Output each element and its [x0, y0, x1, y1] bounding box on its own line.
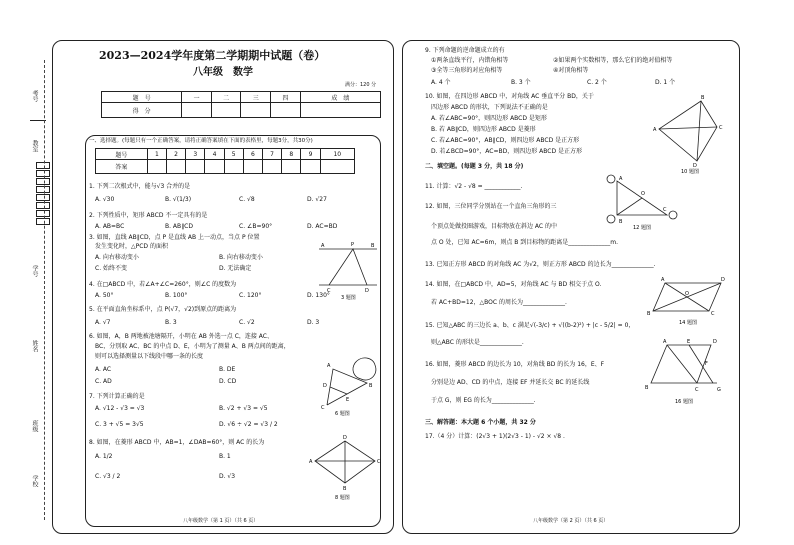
- exam-page-2: [402, 40, 740, 534]
- q2-option-a: A. AB=BC: [95, 223, 125, 230]
- q5-option-a: A. √7: [95, 319, 111, 326]
- q1-option-b: B. √(1/3): [165, 196, 192, 203]
- svg-text:A: A: [327, 363, 331, 369]
- exam-page-1: [52, 40, 394, 534]
- school-label: 学校: [31, 475, 38, 487]
- score-header-cell: 四: [271, 92, 301, 103]
- svg-text:F: F: [705, 361, 708, 367]
- exam-subtitle: 八年级 数学: [193, 67, 253, 78]
- svg-text:O: O: [641, 191, 645, 197]
- q8-figure: [311, 433, 381, 505]
- q9-item-1: ①两条直线平行，内错角相等: [431, 57, 509, 64]
- seal-dashed-line: [44, 60, 45, 520]
- svg-text:E: E: [687, 339, 691, 345]
- q11: 11. 计算：√2 - √8 = ____________.: [425, 183, 523, 190]
- q8-option-a: A. 1/2: [95, 453, 113, 460]
- section1-title: 一、选择题。(每题只有一个正确答案，请将正确答案填在下面的表格里，每题3分，共30分): [89, 138, 313, 144]
- q14-line-1: 14. 如图，在□ABCD 中，AD=5，对角线 AC 与 BD 相交于点 O.: [425, 281, 602, 288]
- answer-header-cell: 4: [205, 149, 224, 160]
- score-header-cell: 题 号: [102, 92, 182, 103]
- svg-text:D: D: [323, 383, 327, 389]
- q2-option-b: B. AB∥CD: [165, 223, 193, 230]
- q9-option-c: C. 2 个: [587, 79, 607, 86]
- class-label: 班级: [31, 420, 38, 432]
- svg-text:E: E: [346, 397, 350, 403]
- page2-footer: 八年级数学（第 2 页）（共 6 页）: [533, 518, 609, 524]
- score-header-cell: 三: [241, 92, 271, 103]
- answer-header-cell: 10: [320, 149, 354, 160]
- score-cell: [300, 103, 380, 118]
- q5-stem: 5. 在平面直角坐标系中，点 P(√7，√2)到原点的距离为: [89, 306, 237, 313]
- q6-stem: 6. 如图，A，B 两地被池塘隔开，小明在 AB 外选一点 C，连接 AC、: [89, 333, 273, 340]
- q3-option-b: B. 向右移动变小: [219, 254, 263, 261]
- q13: 13. 已知正方形 ABCD 的对角线 AC 为√2，则正方形 ABCD 的边长为______________.: [425, 261, 656, 268]
- svg-text:B: B: [647, 311, 651, 317]
- q6-option-c: C. AD: [95, 378, 112, 385]
- svg-text:C: C: [327, 288, 331, 294]
- svg-text:C: C: [663, 207, 667, 213]
- q6-option-b: B. DE: [219, 366, 236, 373]
- q6-stem-2: BC，分别取 AC、BC 的中点 D、E，小明为了测量 A、B 两点间的距离，: [95, 343, 290, 350]
- svg-text:C: C: [321, 405, 325, 411]
- q16-figure-caption: 16 题图: [675, 399, 693, 405]
- q17: 17.（4 分）计算：(2√3 + 1)(2√3 - 1) - √2 × √8 .: [425, 433, 565, 440]
- answer-header-cell: 9: [301, 149, 320, 160]
- svg-text:B: B: [645, 385, 649, 391]
- answer-header-cell: 8: [282, 149, 301, 160]
- q2-option-c: C. ∠B=90°: [239, 223, 273, 230]
- q8-option-d: D. √3: [219, 473, 236, 480]
- q3-stem-2: 发生变化时，△PCD 的面积: [95, 243, 168, 250]
- answer-header-cell: 2: [166, 149, 185, 160]
- svg-text:D: D: [693, 163, 697, 169]
- answer-cell: [282, 160, 301, 174]
- svg-text:C: C: [711, 311, 715, 317]
- q9-item-2: ②如果两个实数相等，那么它们的绝对值相等: [553, 57, 673, 64]
- q7-option-b: B. √2 + √3 = √5: [219, 405, 268, 412]
- answer-cell: [224, 160, 243, 174]
- q6-stem-3: 则可以选择测量以下线段中哪一条的长度: [95, 353, 204, 360]
- q4-stem: 4. 在□ABCD 中，若∠A+∠C=260°，则∠C 的度数为: [89, 281, 237, 288]
- q9-stem: 9. 下列命题的逆命题成立的有: [425, 47, 505, 54]
- svg-text:D: D: [721, 277, 725, 283]
- answer-cell: [186, 160, 205, 174]
- q9-option-d: D. 1 个: [655, 79, 676, 86]
- svg-text:A: A: [661, 277, 665, 283]
- full-score: 满分：120 分: [345, 82, 377, 88]
- answer-cell: [301, 160, 320, 174]
- q1-option-a: A. √30: [95, 196, 115, 203]
- q3-option-d: D. 无法确定: [219, 265, 252, 272]
- svg-text:D: D: [343, 435, 347, 441]
- svg-text:C: C: [695, 387, 699, 393]
- score-cell: [271, 103, 301, 118]
- q15-line-1: 15. 已知△ABC 的三边长 a、b、c 满足√(-3/c) + √((b-2)²) + |c - 5/2| = 0，: [425, 322, 635, 329]
- person-c-icon: [669, 211, 677, 219]
- answer-header-cell: 7: [262, 149, 281, 160]
- answer-cell: [205, 160, 224, 174]
- q16-line-3: 于点 G，则 EG 的长为______________.: [431, 397, 536, 404]
- svg-text:B: B: [371, 243, 375, 249]
- q14-line-2: 若 AC+BD=12，△BOC 的周长为______________.: [431, 299, 567, 306]
- q2-option-d: D. AC=BD: [307, 223, 338, 230]
- q8-stem: 8. 如图，在菱形 ABCD 中，AB=1，∠DAB=60°，则 AC 的长为: [89, 439, 265, 446]
- q12-figure: [603, 171, 683, 231]
- q16-figure: [647, 339, 733, 409]
- svg-text:B: B: [701, 95, 705, 101]
- q16-line-2: 分别是边 AD、CD 的中点，连接 EF 并延长交 BC 的延长线: [431, 379, 590, 386]
- q12-line-1: 12. 如图，三位同学分别站在一个直角三角形的三: [425, 203, 557, 210]
- q3-option-c: C. 始终不变: [95, 265, 128, 272]
- q14-figure-caption: 14 题图: [679, 320, 697, 326]
- q2-stem: 2. 下列性质中，矩形 ABCD 不一定具有的是: [89, 212, 208, 219]
- svg-text:A: A: [309, 459, 313, 465]
- q3-figure-caption: 3 题图: [341, 295, 356, 301]
- svg-text:C: C: [719, 125, 723, 131]
- score-row-label: 得 分: [102, 103, 182, 118]
- svg-text:O: O: [685, 291, 689, 297]
- student-no-label: 学号: [31, 265, 38, 277]
- score-cell: [241, 103, 271, 118]
- q10-figure-caption: 10 题图: [681, 169, 699, 175]
- q10-line-2: 四边形 ABCD 的形状，下列说法不正确的是: [431, 104, 548, 111]
- q12-figure-caption: 12 题图: [633, 225, 651, 231]
- q10-option-c: C. 若∠ABC=90°，AB∥CD，则四边形 ABCD 是正方形: [431, 137, 580, 144]
- person-a-icon: [607, 175, 615, 183]
- q9-option-a: A. 4 个: [431, 79, 451, 86]
- score-header-cell: 成 绩: [300, 92, 380, 103]
- section3-title: 三、解答题：本大题 6 个小题，共 32 分: [425, 419, 536, 426]
- exam-no-label: 考号: [31, 90, 38, 102]
- answer-row-label: 答案: [96, 160, 148, 174]
- q1-stem: 1. 下列二次根式中，能与√3 合并的是: [89, 183, 191, 190]
- q4-option-c: C. 120°: [239, 292, 262, 299]
- person-b-icon: [607, 215, 615, 223]
- q14-figure: [647, 277, 731, 329]
- q6-option-a: A. AC: [95, 366, 112, 373]
- svg-text:A: A: [653, 127, 657, 133]
- name-label: 姓名: [31, 340, 38, 352]
- svg-text:C: C: [377, 459, 381, 465]
- svg-text:B: B: [343, 486, 347, 492]
- answer-cell: [262, 160, 281, 174]
- q8-figure-caption: 8 题图: [335, 495, 350, 501]
- answer-header-cell: 题号: [96, 149, 148, 160]
- q9-item-4: ④对顶角相等: [553, 67, 589, 74]
- q12-line-3: 点 O 处，已知 AC=6m，则点 B 到目标物的距离是______________m.: [431, 239, 619, 246]
- svg-text:A: A: [619, 176, 623, 182]
- q6-figure: [315, 351, 381, 417]
- q7-option-a: A. √12 - √3 = √3: [95, 405, 145, 412]
- score-header-cell: 一: [182, 92, 212, 103]
- q1-option-d: D. √27: [307, 196, 327, 203]
- answer-cell: [243, 160, 262, 174]
- answer-table: [95, 148, 355, 174]
- answer-header-cell: 1: [147, 149, 166, 160]
- q7-stem: 7. 下列计算正确的是: [89, 393, 145, 400]
- page1-footer: 八年级数学（第 1 页）（共 6 页）: [183, 518, 259, 524]
- svg-text:A: A: [663, 339, 667, 345]
- q4-option-a: A. 50°: [95, 292, 114, 299]
- section2-title: 二、填空题。(每题 3 分，共 18 分): [425, 163, 524, 170]
- q8-option-b: B. 1: [219, 453, 231, 460]
- q10-option-a: A. 若∠ABC=90°，则四边形 ABCD 是矩形: [431, 115, 547, 122]
- q10-option-d: D. 若∠BCD=90°，AC=BD，则四边形 ABCD 是正方形: [431, 148, 582, 155]
- q5-option-c: C. √2: [239, 319, 255, 326]
- answer-cell: [320, 160, 354, 174]
- q4-option-b: B. 100°: [165, 292, 188, 299]
- q1-option-c: C. √8: [239, 196, 255, 203]
- q5-option-b: B. 3: [165, 319, 177, 326]
- answer-header-cell: 3: [186, 149, 205, 160]
- q12-line-2: 个顶点处做投圈游戏，目标物放在斜边 AC 的中: [431, 223, 558, 230]
- answer-cell: [147, 160, 166, 174]
- q6-figure-caption: 6 题图: [335, 411, 350, 417]
- q7-option-c: C. 3 + √5 = 3√5: [95, 421, 144, 428]
- q6-option-d: D. CD: [219, 378, 237, 385]
- score-cell: [182, 103, 212, 118]
- q3-stem: 3. 如图，直线 AB∥CD，点 P 是直线 AB 上一动点，当点 P 位置: [89, 234, 260, 241]
- svg-text:B: B: [619, 219, 623, 225]
- answer-header-cell: 5: [224, 149, 243, 160]
- svg-text:A: A: [321, 243, 325, 249]
- classroom-label: 教室: [31, 140, 38, 152]
- q3-option-a: A. 向右移动变小: [95, 254, 139, 261]
- q10-figure: [653, 95, 729, 175]
- exam-title: 2023—2024学年度第二学期期中试题（卷）: [99, 49, 326, 62]
- q10-line-1: 10. 如图，在四边形 ABCD 中，对角线 AC 垂直平分 BD，关于: [425, 93, 594, 100]
- q5-option-d: D. 3: [307, 319, 320, 326]
- svg-text:G: G: [717, 387, 721, 393]
- score-header-cell: 二: [211, 92, 241, 103]
- q8-option-c: C. √3 / 2: [95, 473, 121, 480]
- svg-text:P: P: [351, 242, 355, 248]
- svg-text:D: D: [365, 288, 369, 294]
- q9-option-b: B. 3 个: [511, 79, 531, 86]
- q15-line-2: 则△ABC 的形状是______________.: [431, 339, 524, 346]
- score-cell: [211, 103, 241, 118]
- q9-item-3: ③全等三角形的对应角相等: [431, 67, 503, 74]
- score-table: [101, 91, 381, 118]
- q4-option-d: D. 130°: [307, 292, 330, 299]
- q16-line-1: 16. 如图，菱形 ABCD 的边长为 10，对角线 BD 的长为 16，E、F: [425, 361, 605, 368]
- answer-cell: [166, 160, 185, 174]
- q10-option-b: B. 若 AB∥CD，则四边形 ABCD 是菱形: [431, 126, 536, 133]
- q7-option-d: D. √6 ÷ √2 = √3 / 2: [219, 421, 278, 428]
- svg-text:D: D: [713, 339, 717, 345]
- answer-header-cell: 6: [243, 149, 262, 160]
- svg-text:B: B: [369, 383, 373, 389]
